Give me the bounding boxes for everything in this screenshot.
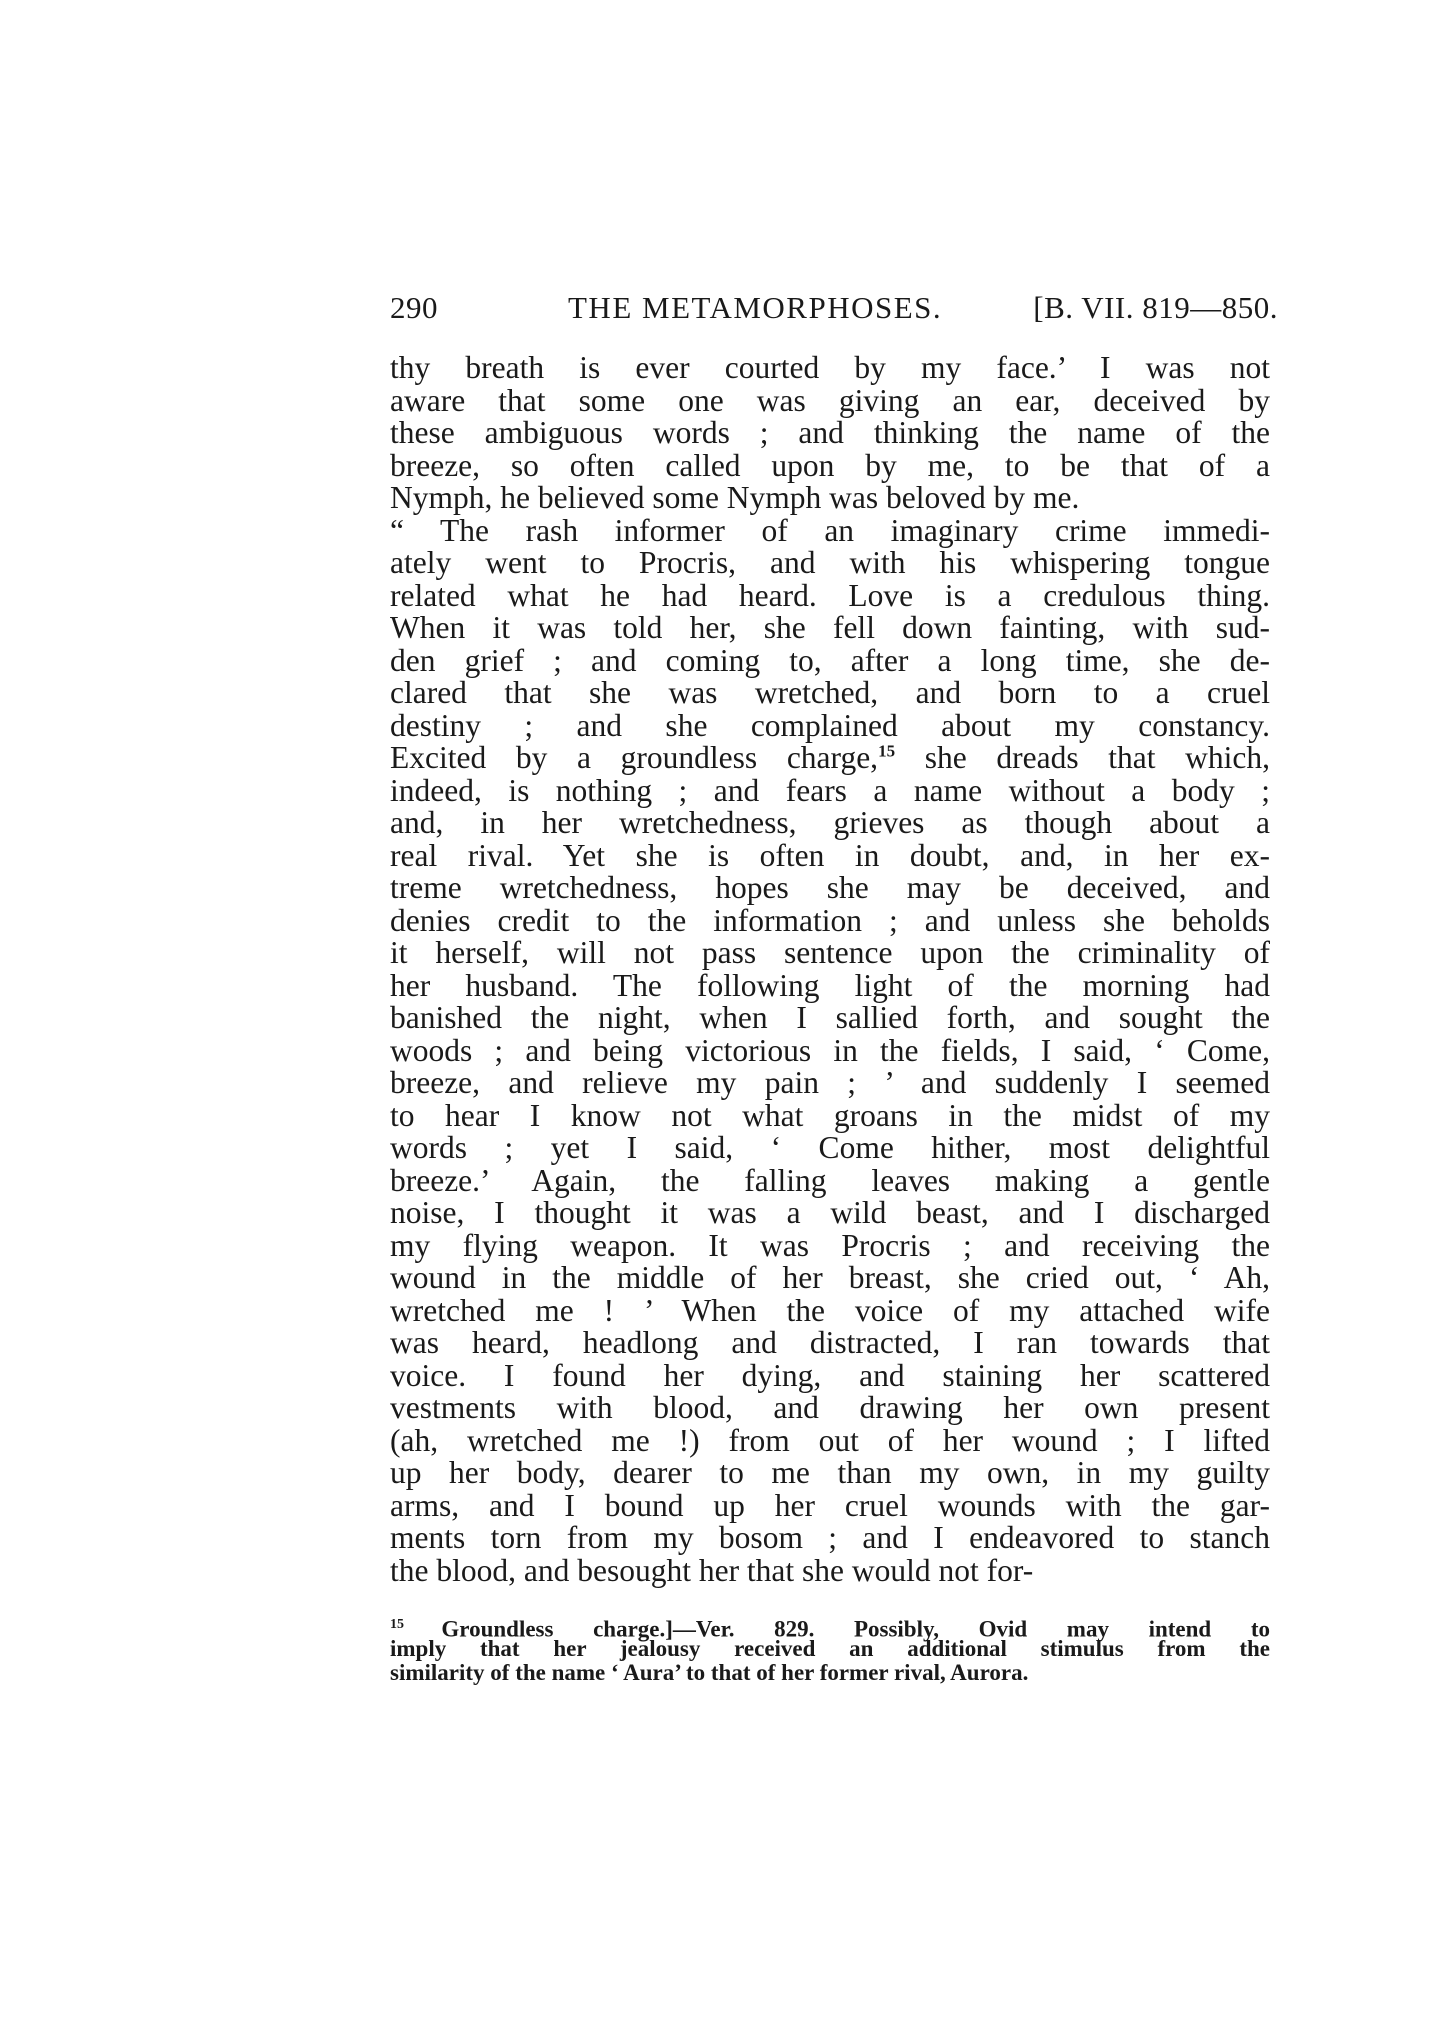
text-line: When it was told her, she fell down fainting, with sud- bbox=[390, 610, 1270, 645]
text-line: arms, and I bound up her cruel wounds with the gar- bbox=[390, 1487, 1270, 1523]
text-line: wound in the middle of her breast, she cried out, ‘ Ah, bbox=[390, 1260, 1270, 1295]
text-line: Nymph, he believed some Nymph was beloved by me. bbox=[390, 480, 1080, 515]
text-line: aware that some one was giving an ear, deceived by bbox=[390, 382, 1270, 418]
text-line: related what he had heard. Love is a credulous thing. bbox=[390, 577, 1270, 613]
running-title: THE METAMORPHOSES. bbox=[568, 290, 943, 325]
text-line: breeze, and relieve my pain ; ’ and suddenly I seemed bbox=[390, 1065, 1270, 1100]
text-line: up her body, dearer to me than my own, in my guilty bbox=[390, 1455, 1270, 1490]
running-header bbox=[390, 290, 1278, 330]
text-line: these ambiguous words ; and thinking the name of the bbox=[390, 415, 1270, 450]
text-line: thy breath is ever courted by my face.’ I was not bbox=[390, 350, 1270, 385]
text-line: voice. I found her dying, and staining her scattered bbox=[390, 1357, 1270, 1393]
text-line: to hear I know not what groans in the midst of my bbox=[390, 1097, 1270, 1133]
text-line: treme wretchedness, hopes she may be deceived, and bbox=[390, 870, 1270, 905]
text-line: was heard, headlong and distracted, I ran towards that bbox=[390, 1325, 1270, 1360]
footnote-reference: 15 bbox=[878, 741, 896, 761]
text-line: noise, I thought it was a wild beast, and I discharged bbox=[390, 1195, 1270, 1230]
book-page bbox=[390, 290, 1278, 1685]
text-line: vestments with blood, and drawing her own present bbox=[390, 1390, 1270, 1425]
text-line: words ; yet I said, ‘ Come hither, most delightful bbox=[390, 1130, 1270, 1165]
text-line: indeed, is nothing ; and fears a name without a body ; bbox=[390, 772, 1270, 808]
footnotes bbox=[390, 1613, 1270, 1685]
text-line: den grief ; and coming to, after a long time, she de- bbox=[390, 642, 1270, 678]
text-line: her husband. The following light of the morning had bbox=[390, 967, 1270, 1003]
footnote-line: $^{15}$ Groundless charge.]—Ver. 829. Possibly, Ovid may intend to bbox=[390, 1616, 1271, 1642]
footnote-line: similarity of the name ‘ Aura’ to that of her former rival, Aurora. bbox=[390, 1660, 1029, 1685]
text-line: clared that she was wretched, and born to a cruel bbox=[390, 675, 1270, 710]
text-line: wretched me ! ’ When the voice of my attached wife bbox=[390, 1292, 1270, 1328]
body-text bbox=[390, 352, 1270, 1587]
text-line: ments torn from my bosom ; and I endeavored to stanch bbox=[390, 1520, 1270, 1555]
text-line: breeze.’ Again, the falling leaves making a gentle bbox=[390, 1162, 1270, 1198]
text-line: my flying weapon. It was Procris ; and receiving the bbox=[390, 1227, 1270, 1263]
text-line: Excited by a groundless charge,$^{15}$ she dreads that which, bbox=[390, 740, 1270, 775]
text-line: destiny ; and she complained about my constancy. bbox=[390, 707, 1270, 743]
footnote-line: imply that her jealousy received an additional stimulus from the bbox=[390, 1636, 1270, 1661]
text-line: it herself, will not pass sentence upon the criminality of bbox=[390, 935, 1270, 970]
text-line: woods ; and being victorious in the fields, I said, ‘ Come, bbox=[390, 1032, 1270, 1068]
text-line: ately went to Procris, and with his whispering tongue bbox=[390, 545, 1270, 580]
text-line: real rival. Yet she is often in doubt, and, in her ex- bbox=[390, 837, 1270, 873]
text-line: and, in her wretchedness, grieves as though about a bbox=[390, 805, 1270, 840]
text-line: denies credit to the information ; and unless she beholds bbox=[390, 902, 1270, 938]
text-line: banished the night, when I sallied forth, and sought the bbox=[390, 1000, 1270, 1035]
text-line: the blood, and besought her that she would not for- bbox=[390, 1552, 1034, 1588]
text-line: “ The rash informer of an imaginary crime immedi- bbox=[390, 512, 1270, 548]
footnote-number: 15 bbox=[390, 1617, 442, 1632]
page-number: 290 bbox=[390, 290, 438, 325]
text-line: breeze, so often called upon by me, to be that of a bbox=[390, 447, 1270, 483]
text-line: (ah, wretched me !) from out of her wound ; I lifted bbox=[390, 1422, 1270, 1458]
book-line-reference: [B. VII. 819—850. bbox=[1033, 290, 1278, 325]
